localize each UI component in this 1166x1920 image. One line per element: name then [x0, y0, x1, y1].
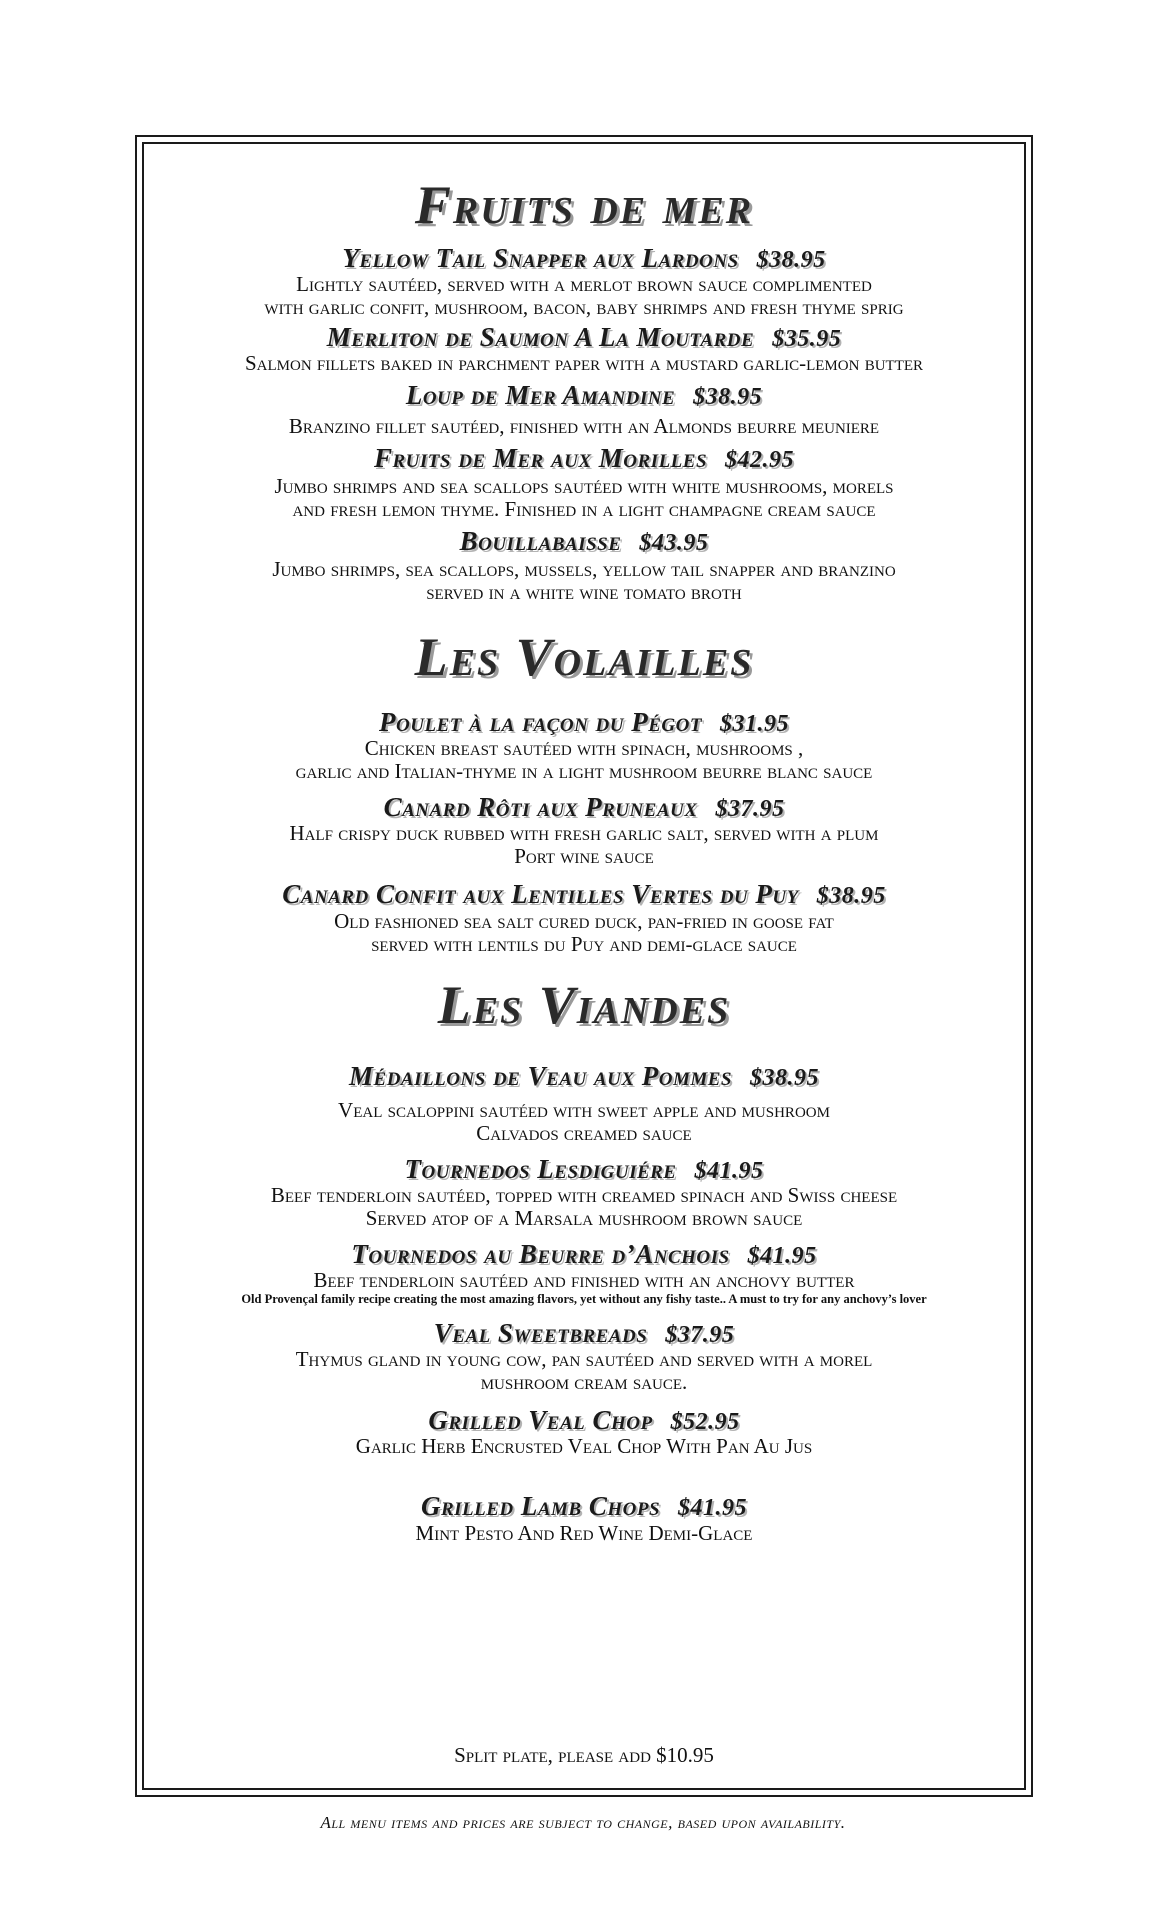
section-title: Les Volailles — [414, 626, 754, 687]
menu-item — [145, 1319, 1023, 1394]
dish-title: Grilled Veal Chop — [428, 1405, 653, 1436]
menu-item — [145, 1155, 1023, 1230]
dish-description: Lightly sautéed, served with a merlot brown sauce complimented — [296, 272, 872, 297]
dish-price: $52.95 — [670, 1409, 740, 1436]
menu-item — [145, 527, 1023, 604]
dish-description: Served atop of a Marsala mushroom brown sauce — [365, 1205, 803, 1230]
dish-description: Jumbo shrimps and sea scallops sautéed with white mushrooms, morels — [274, 473, 894, 498]
menu-item — [145, 1062, 1023, 1145]
dish-title: Merliton de Saumon A La Moutarde — [326, 322, 755, 353]
dish-name — [145, 1240, 1023, 1269]
dish-name — [145, 793, 1023, 822]
dish-price: $37.95 — [665, 1322, 735, 1349]
dish-name — [145, 1062, 1023, 1091]
dish-price: $38.95 — [756, 247, 826, 273]
dish-title: Médaillons de Veau aux Pommes — [349, 1060, 732, 1091]
dish-price: $31.95 — [719, 710, 789, 737]
dish-name — [145, 1406, 1023, 1435]
dish-description: Chicken breast sautéed with spinach, mushrooms , — [364, 736, 804, 761]
dish-description: Beef tenderloin sautéed, topped with creamed spinach and Swiss cheese — [270, 1182, 898, 1207]
dish-description: Half crispy duck rubbed with fresh garlic salt, served with a plum — [289, 821, 879, 846]
dish-price: $38.95 — [816, 883, 886, 910]
dish-name — [145, 381, 1023, 410]
disclaimer: All menu items and prices are subject to change, based upon availability. — [320, 1813, 846, 1832]
section-les-volailles — [145, 626, 1023, 956]
dish-title: Poulet à la façon du Pégot — [379, 706, 702, 737]
dish-price: $38.95 — [749, 1064, 819, 1091]
dish-title: Grilled Lamb Chops — [420, 1491, 661, 1522]
menu-item — [145, 793, 1023, 868]
dish-title: Canard Confit aux Lentilles Vertes du Puy — [282, 879, 799, 910]
dish-description: Calvados creamed sauce — [476, 1120, 692, 1145]
section-title: Les Viandes — [437, 974, 731, 1035]
dish-name — [145, 323, 1023, 352]
menu-item — [145, 1492, 1023, 1544]
dish-description: Old fashioned sea salt cured duck, pan-fried in goose fat — [334, 908, 834, 933]
menu-item — [145, 880, 1023, 955]
dish-name — [145, 1492, 1023, 1521]
dish-description: Salmon fillets baked in parchment paper with a mustard garlic-lemon butter — [244, 351, 924, 376]
dish-price: $41.95 — [747, 1242, 817, 1269]
dish-description: served with lentils du Puy and demi-glace sauce — [371, 931, 797, 956]
dish-name — [145, 1319, 1023, 1348]
menu-item — [145, 708, 1023, 783]
dish-description: Mint Pesto And Red Wine Demi-Glace — [415, 1520, 753, 1545]
dish-description: Veal scaloppini sautéed with sweet apple and mushroom — [338, 1097, 830, 1122]
menu-item — [145, 444, 1023, 521]
dish-title: Yellow Tail Snapper aux Lardons — [342, 243, 739, 273]
dish-name — [145, 244, 1023, 273]
menu-item — [145, 1240, 1023, 1307]
dish-description: Jumbo shrimps, sea scallops, mussels, yellow tail snapper and branzino — [272, 556, 896, 581]
menu-item — [145, 381, 1023, 437]
dish-title: Fruits de Mer aux Morilles — [373, 442, 708, 473]
dish-description: garlic and Italian-thyme in a light mushroom beurre blanc sauce — [295, 759, 873, 784]
section-les-viandes — [145, 974, 1023, 1545]
dish-price: $41.95 — [694, 1157, 764, 1184]
dish-note: Old Provençal family recipe creating the most amazing flavors, yet without any fishy taste.. A must to try for any anchovy’s lover — [241, 1292, 927, 1307]
menu-item — [145, 1406, 1023, 1458]
dish-title: Tournedos au Beurre d’Anchois — [351, 1238, 730, 1269]
dish-name — [145, 1155, 1023, 1184]
dish-title: Tournedos Lesdiguiére — [404, 1153, 677, 1184]
dish-name — [145, 444, 1023, 473]
dish-name — [145, 708, 1023, 737]
dish-title: Bouillabaisse — [459, 525, 622, 556]
dish-price: $41.95 — [678, 1495, 748, 1522]
section-fruits-de-mer — [145, 175, 1023, 604]
menu-item — [145, 323, 1023, 375]
dish-description: Branzino fillet sautéed, finished with an Almonds beurre meuniere — [288, 413, 880, 438]
dish-description: Port wine sauce — [514, 844, 654, 869]
dish-description: with garlic confit, mushroom, bacon, baby shrimps and fresh thyme sprig — [264, 295, 904, 320]
dish-price: $35.95 — [772, 326, 842, 353]
dish-title: Loup de Mer Amandine — [405, 380, 676, 411]
dish-price: $42.95 — [725, 446, 795, 473]
dish-price: $43.95 — [639, 529, 709, 556]
dish-name — [145, 880, 1023, 909]
dish-price: $37.95 — [715, 796, 785, 823]
dish-description: Beef tenderloin sautéed and finished with an anchovy butter — [313, 1268, 855, 1293]
dish-description: mushroom cream sauce. — [480, 1370, 688, 1395]
section-title: Fruits de mer — [414, 175, 754, 235]
dish-price: $38.95 — [693, 384, 763, 411]
dish-title: Veal Sweetbreads — [433, 1318, 648, 1349]
dish-description: Thymus gland in young cow, pan sautéed and served with a morel — [295, 1347, 873, 1372]
dish-title: Canard Rôti aux Pruneaux — [383, 792, 698, 823]
menu-content — [145, 170, 1023, 1545]
dish-description: served in a white wine tomato broth — [426, 579, 742, 604]
dish-name — [145, 527, 1023, 556]
dish-description: Garlic Herb Encrusted Veal Chop With Pan Au Jus — [355, 1434, 813, 1459]
menu-item — [145, 244, 1023, 319]
split-plate-note: Split plate, please add $10.95 — [454, 1743, 714, 1767]
dish-description: and fresh lemon thyme. Finished in a light champagne cream sauce — [292, 496, 876, 521]
